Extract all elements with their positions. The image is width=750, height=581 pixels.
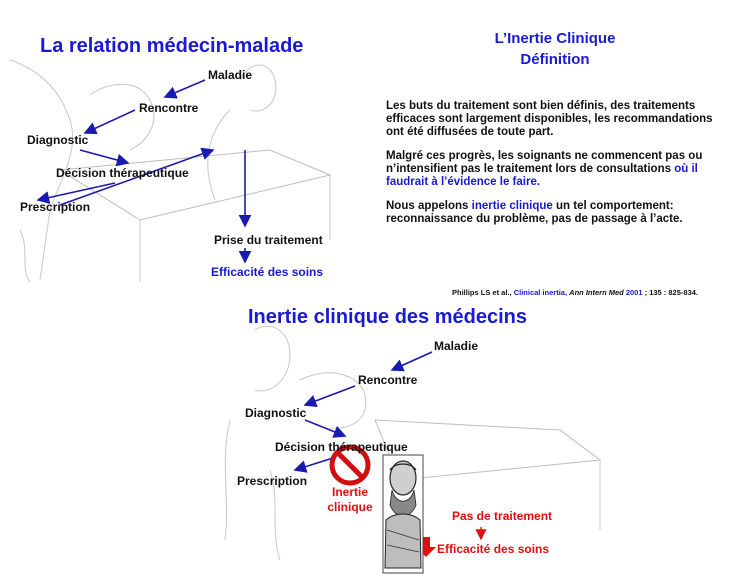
slide2-title-line1: L’Inertie Clinique [494,30,616,47]
label3-inertie-1: Inertie [331,485,368,499]
citation [452,288,698,297]
slide3-title: Inertie clinique des médecins [248,306,527,328]
slide2-title-line2: Définition [520,51,590,68]
label3-pas-traitement: Pas de traitement [452,509,553,523]
citation-title: Clinical inertia, [513,288,568,297]
label-diagnostic: Diagnostic [27,133,89,147]
definition-text [386,100,721,237]
label-maladie: Maladie [208,68,253,82]
citation-year: 2001 [625,288,643,297]
citation-pages: ; 135 : 825-834. [644,288,698,297]
label-prise-traitement: Prise du traitement [214,233,323,247]
para3-text-b: un tel comportement: reconnaissance du problème, pas de passage à l’acte. [386,200,683,225]
para3-text-a: Nous appelons [386,200,469,212]
label3-diagnostic: Diagnostic [245,406,307,420]
label3-inertie-2: clinique [327,500,373,514]
label3-prescription: Prescription [237,474,308,488]
slide1-title: La relation médecin-malade [40,35,304,57]
label3-rencontre: Rencontre [358,373,418,387]
citation-author: Phillips LS et al., [452,288,512,297]
para2-highlight: où il faudrait à l’évidence le faire. [386,163,698,188]
label3-efficacite: Efficacité des soins [437,542,550,556]
definition-para3 [386,200,721,226]
label-prescription: Prescription [20,200,91,214]
label3-maladie: Maladie [434,339,479,353]
para3-highlight: inertie clinique [471,200,553,212]
bust-engraving-icon [383,455,423,573]
label-decision: Décision thérapeutique [56,166,189,180]
definition-para2 [386,150,721,189]
label-efficacite: Efficacité des soins [211,265,324,279]
label3-decision: Décision thérapeutique [275,440,408,454]
para2-text: Malgré ces progrès, les soignants ne commencent pas ou n’intensifient pas le traitement lors de consultations [386,150,703,175]
definition-para1: Les buts du traitement sont bien définis, des traitements efficaces sont largement disponibles, les recommandations ont été diffusées de toute part. [386,100,713,138]
citation-journal: Ann Intern Med [569,288,624,297]
label-rencontre: Rencontre [139,101,199,115]
